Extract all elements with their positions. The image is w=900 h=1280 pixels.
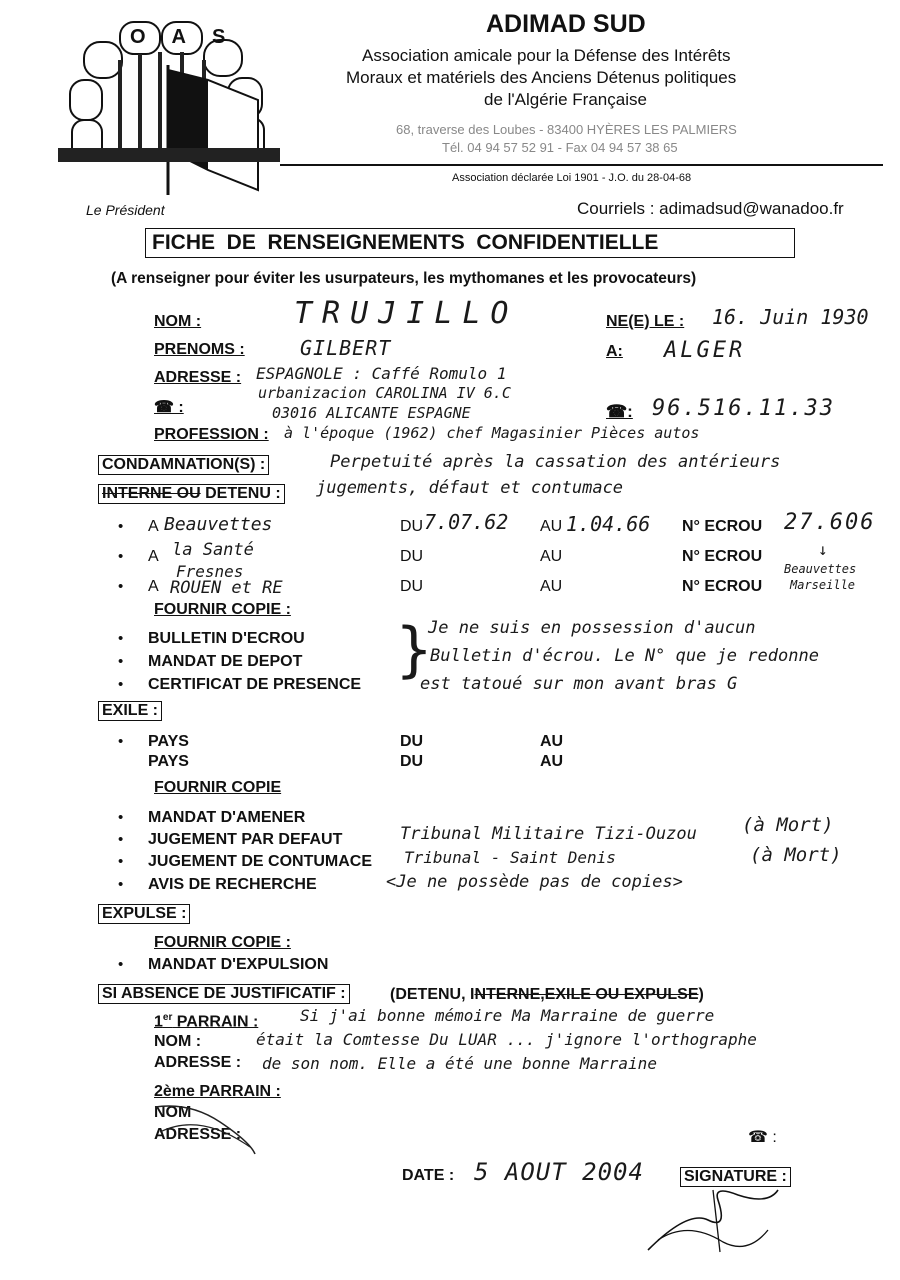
bullet-dot: • [118,578,124,595]
form-subtitle: (A renseigner pour éviter les usurpateurs, les mythomanes et les provocateurs) [111,270,697,287]
mandat-depot: MANDAT DE DEPOT [148,653,303,670]
avis-recherche-label: AVIS DE RECHERCHE [148,876,317,893]
bullet-dot: • [118,548,124,565]
email-line: Courriels : adimadsud@wanadoo.fr [577,199,844,218]
bulletin-ecrou: BULLETIN D'ECROU [148,630,305,647]
form-title: FICHE DE RENSEIGNEMENTS CONFIDENTIELLE [145,228,795,258]
president-label: Le Président [86,202,165,218]
prison2-a: A [148,548,159,565]
condamnations-label: CONDAMNATION(S) : [98,455,269,475]
certificat-presence: CERTIFICAT DE PRESENCE [148,676,362,693]
parrain-line2[interactable]: était la Comtesse Du LUAR ... j'ignore l'orthographe [256,1030,757,1049]
prison1-du[interactable]: 7.07.62 [424,510,509,534]
detenu-paren [390,986,704,1004]
prison1-au-label: AU [540,518,563,535]
parrain-line3[interactable]: de son nom. Elle a été une bonne Marraine [262,1054,657,1073]
fournir-copie-2: FOURNIR COPIE [154,779,282,796]
prison3-name-b[interactable]: ROUEN et RE [170,578,283,598]
date-label: DATE : [402,1167,455,1184]
prison3-du-label: DU [400,578,424,595]
bullet-dot: • [118,809,124,826]
condamnation-line2[interactable]: jugements, défaut et contumace [316,478,624,498]
telephone-icon: ☎: [606,402,633,421]
jugement-defaut-value[interactable]: Tribunal Militaire Tizi-Ouzou [400,824,697,844]
bullet-dot: • [118,630,124,647]
brace-icon: } [396,615,434,685]
org-name: ADIMAD SUD [486,10,646,38]
bullet-dot: • [118,831,124,848]
nee-le-value[interactable]: 16. Juin 1930 [712,305,869,329]
exile1-du: DU [400,733,424,750]
prison3-name-a[interactable]: Fresnes [176,562,244,581]
fournir-note2[interactable]: Bulletin d'écrou. Le N° que je redonne [430,646,819,666]
mandat-expulsion: MANDAT D'EXPULSION [148,956,329,973]
exile2-du: DU [400,753,424,770]
parrain2-label: 2ème PARRAIN : [154,1083,281,1100]
prenoms-value[interactable]: GILBERT [300,336,392,360]
nom-label: NOM : [154,313,202,330]
bullet-dot: • [118,653,124,670]
parrain-line1[interactable]: Si j'ai bonne mémoire Ma Marraine de guerre [300,1006,715,1025]
profession-label: PROFESSION : [154,426,269,443]
detenu-paren-a: (DETENU, I [390,986,475,1003]
jugement-contumace-value[interactable]: Tribunal - Saint Denis [404,848,616,867]
condamnation-line1[interactable]: Perpetuité après la cassation des antérieurs [330,452,781,472]
prison1-au[interactable]: 1.04.66 [566,512,651,536]
prison1-du-label: DU [400,518,424,535]
adresse-line2[interactable]: urbanizacion CAROLINA IV 6.C [258,384,511,402]
org-line3: de l'Algérie Française [484,90,647,109]
jugement-defaut-note[interactable]: (à Mort) [742,814,834,836]
nom-value[interactable]: TRUJILLO [294,296,519,331]
nee-le-label: NE(E) LE : [606,313,685,330]
bullet-dot: • [118,733,124,750]
prison2-name[interactable]: la Santé [172,540,254,560]
interne-detenu-label [98,484,285,504]
a-label: A: [606,343,623,360]
ecrou-note1[interactable]: Beauvettes [784,562,857,576]
lieu-value[interactable]: ALGER [664,338,746,363]
parrain2-phone-label: ☎ : [748,1129,777,1146]
exile-label: EXILE : [98,701,162,721]
pays-1: PAYS [148,733,189,750]
bullet-dot: • [118,876,124,893]
prison1-name[interactable]: Beauvettes [164,514,273,535]
detenu-paren-b: ) [698,986,704,1003]
date-value[interactable]: 5 AOUT 2004 [474,1158,644,1186]
prison2-au-label: AU [540,548,563,565]
org-line2: Moraux et matériels des Anciens Détenus politiques [346,68,737,87]
adresse-line3[interactable]: 03016 ALICANTE ESPAGNE [272,404,471,422]
prison2-ecrou-label: N° ECROU [682,548,763,565]
prison3-ecrou-label: N° ECROU [682,578,763,595]
bullet-dot: • [118,676,124,693]
interne-ou-struck: INTERNE OU [102,485,201,502]
ecrou-note2[interactable]: Marseille [790,578,856,592]
exile1-au: AU [540,733,564,750]
prison3-a: A [148,578,159,595]
signature-label: SIGNATURE : [680,1167,791,1187]
prison1-ecrou[interactable]: 27.606 [784,510,876,535]
prenoms-label: PRENOMS : [154,341,245,358]
parrain2-adresse-label: ADRESSE : [154,1126,242,1143]
fournir-note1[interactable]: Je ne suis en possession d'aucun [428,618,756,638]
telephone-value[interactable]: 96.516.11.33 [652,396,835,421]
si-absence-label: SI ABSENCE DE JUSTIFICATIF : [98,984,350,1004]
letterhead-divider [280,164,883,166]
parrain-adresse-label: ADRESSE : [154,1054,242,1071]
parrain1-text: PARRAIN : [172,1013,259,1031]
profession-value[interactable]: à l'époque (1962) chef Magasinier Pièces autos [284,424,700,442]
org-phone-fax: Tél. 04 94 57 52 91 - Fax 04 94 57 38 65 [442,140,678,155]
prison3-au-label: AU [540,578,563,595]
parrain1-num: 1 [154,1013,163,1031]
parrain2-scribble-icon [150,1092,260,1162]
parrain2-nom-label: NOM [154,1104,192,1121]
detenu-label: DETENU : [200,485,281,502]
expulse-label: EXPULSE : [98,904,190,924]
adresse-line1[interactable]: ESPAGNOLE : Caffé Romulo 1 [256,364,507,383]
adresse-label: ADRESSE : [154,369,242,386]
ecrou-arrow: ↓ [818,540,829,559]
oas-logo [58,20,280,200]
detenu-paren-struck: NTERNE,EXILE OU EXPULSE [474,986,699,1003]
parrain1-label [154,1012,258,1031]
org-line1: Association amicale pour la Défense des Intérêts [362,46,731,65]
bullet-dot: • [118,518,124,535]
parrain-nom-label: NOM : [154,1033,202,1050]
parrain1-sup: er [162,1012,173,1023]
phone-label: ☎ : [154,399,184,416]
bullet-dot: • [118,956,124,973]
prison1-ecrou-label: N° ECROU [682,518,763,535]
jugement-defaut-label: JUGEMENT PAR DEFAUT [148,831,343,848]
fournir-copie-1: FOURNIR COPIE : [154,601,291,618]
signature-icon[interactable] [628,1170,788,1260]
avis-value[interactable]: <Je ne possède pas de copies> [386,872,683,892]
pays-2: PAYS [148,753,189,770]
jugement-contumace-label: JUGEMENT DE CONTUMACE [148,853,373,870]
bullet-dot: • [118,853,124,870]
mandat-amener: MANDAT D'AMENER [148,809,306,826]
fournir-copie-3: FOURNIR COPIE : [154,934,291,951]
org-declared: Association déclarée Loi 1901 - J.O. du 28-04-68 [452,172,692,184]
org-address: 68, traverse des Loubes - 83400 HYÈRES LES PALMIERS [396,122,737,137]
jugement-contumace-note[interactable]: (à Mort) [750,844,842,866]
prison2-du-label: DU [400,548,424,565]
exile2-au: AU [540,753,564,770]
fournir-note3[interactable]: est tatoué sur mon avant bras G [420,674,738,694]
prison1-a: A [148,518,159,535]
logo-text: OAS [130,26,252,48]
